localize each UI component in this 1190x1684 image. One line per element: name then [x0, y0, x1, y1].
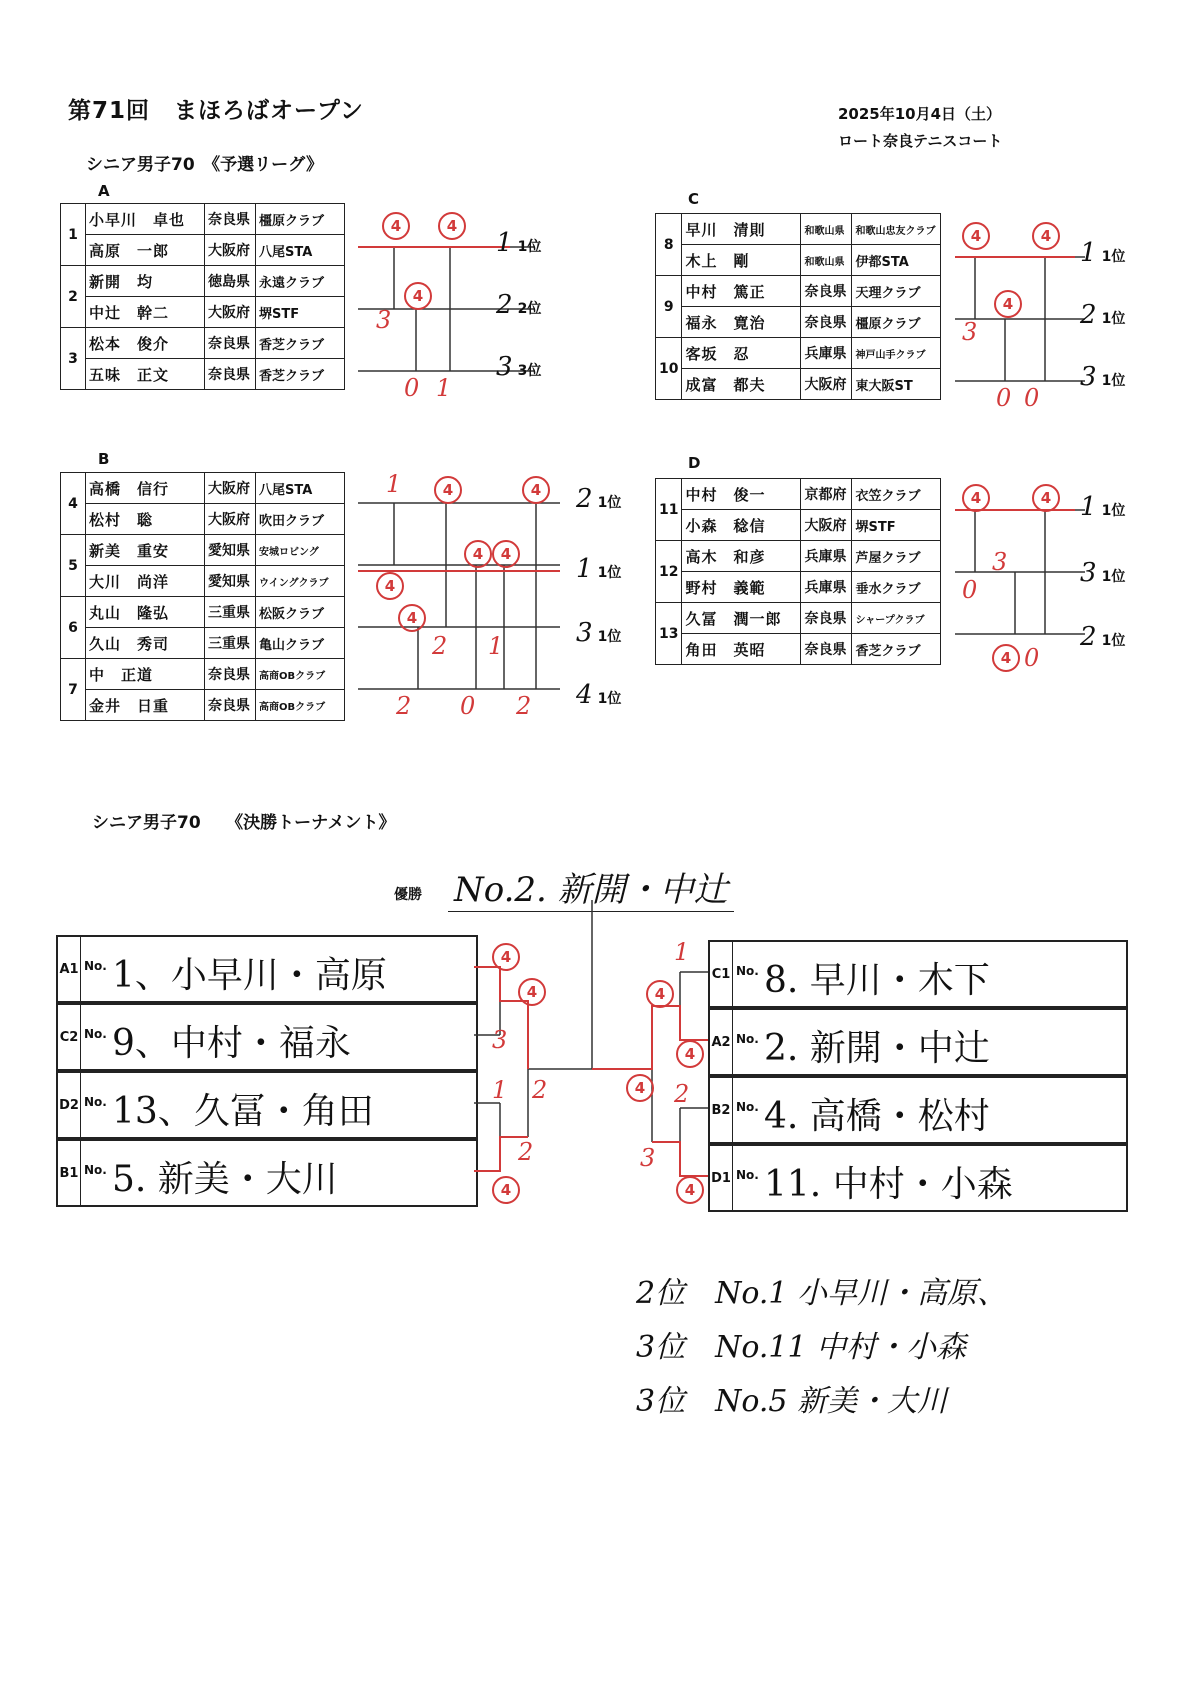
player-name: 松村 聡 [86, 504, 205, 535]
team-no: 7 [61, 659, 86, 721]
player-club: 八尾STA [256, 235, 345, 266]
seed-label: A1 [58, 937, 81, 1001]
player-club: 東大阪ST [852, 369, 941, 400]
player-name: 高木 和彦 [682, 541, 801, 572]
player-pref: 奈良県 [801, 603, 852, 634]
player-club: 橿原クラブ [852, 307, 941, 338]
player-name: 早川 清則 [682, 214, 801, 245]
player-club: 安城ロビング [256, 535, 345, 566]
player-club: 吹田クラブ [256, 504, 345, 535]
team-no: 2 [61, 266, 86, 328]
team-no: 3 [61, 328, 86, 390]
group-label-a: A [98, 182, 110, 200]
entry-name: 13、久冨・角田 [112, 1091, 374, 1132]
player-pref: 愛知県 [205, 535, 256, 566]
player-pref: 大阪府 [205, 297, 256, 328]
player-pref: 奈良県 [205, 359, 256, 390]
player-pref: 和歌山県 [801, 245, 852, 276]
team-no: 13 [656, 603, 682, 665]
player-pref: 兵庫県 [801, 541, 852, 572]
winner-label: 優勝 [394, 887, 422, 903]
player-name: 久山 秀司 [86, 628, 205, 659]
player-name: 野村 義範 [682, 572, 801, 603]
player-club: 亀山クラブ [256, 628, 345, 659]
score-circle: 4 [438, 212, 466, 240]
team-no: 10 [656, 338, 682, 400]
score-circle: 4 [376, 572, 404, 600]
player-pref: 兵庫県 [801, 338, 852, 369]
tournament-lines [0, 880, 1190, 1220]
team-no: 5 [61, 535, 86, 597]
entry-name: 11. 中村・小森 [764, 1164, 1013, 1205]
no-label: No. [84, 1027, 107, 1041]
seed-label: A2 [710, 1010, 733, 1074]
player-club: 和歌山忠友クラブ [852, 214, 941, 245]
rank-c3: 3 1位 [1080, 362, 1126, 392]
seed-label: D1 [710, 1146, 733, 1210]
player-pref: 大阪府 [205, 235, 256, 266]
score-circle: 4 [1032, 222, 1060, 250]
player-pref: 和歌山県 [801, 214, 852, 245]
score-mark: 3 [640, 1144, 656, 1172]
team-no: 12 [656, 541, 682, 603]
score-circle: 4 [962, 484, 990, 512]
score-mark: 3 [492, 1026, 508, 1054]
player-pref: 奈良県 [801, 307, 852, 338]
score-circle: 4 [382, 212, 410, 240]
player-name: 角田 英昭 [682, 634, 801, 665]
player-club: 衣笠クラブ [852, 479, 941, 510]
player-club: 伊都STA [852, 245, 941, 276]
page-title: 第71回 まほろばオープン [68, 98, 364, 124]
no-label: No. [84, 1095, 107, 1109]
score-circle: 4 [522, 476, 550, 504]
player-name: 小森 稔信 [682, 510, 801, 541]
player-pref: 大阪府 [801, 510, 852, 541]
player-name: 小早川 卓也 [86, 204, 205, 235]
tournament-heading: シニア男子70 《決勝トーナメント》 [92, 813, 396, 833]
player-club: 垂水クラブ [852, 572, 941, 603]
score-mark: 0 [404, 374, 420, 402]
no-label: No. [736, 1100, 759, 1114]
player-pref: 京都府 [801, 479, 852, 510]
player-pref: 愛知県 [205, 566, 256, 597]
player-name: 金井 日重 [86, 690, 205, 721]
player-club: 永遠クラブ [256, 266, 345, 297]
score-mark: 0 [962, 576, 978, 604]
player-name: 丸山 隆弘 [86, 597, 205, 628]
seed-label: B1 [58, 1141, 81, 1205]
score-circle: 4 [492, 1176, 520, 1204]
player-pref: 徳島県 [205, 266, 256, 297]
score-mark: 2 [518, 1138, 534, 1166]
rank-b4: 4 1位 [576, 680, 622, 710]
player-club: 神戸山手クラブ [852, 338, 941, 369]
entry-name: 9、中村・福永 [112, 1023, 351, 1064]
score-mark: 1 [436, 374, 452, 402]
entry-name: 2. 新開・中辻 [764, 1028, 990, 1069]
team-no: 8 [656, 214, 682, 276]
player-club: 松阪クラブ [256, 597, 345, 628]
score-mark: 2 [532, 1076, 548, 1104]
result-second: 2位 No.1 小早川・高原、 [636, 1276, 1008, 1311]
score-circle: 4 [404, 282, 432, 310]
entry-name: 8. 早川・木下 [764, 960, 990, 1001]
rank-d3: 2 1位 [1080, 622, 1126, 652]
score-mark: 0 [1024, 384, 1040, 412]
player-pref: 奈良県 [205, 204, 256, 235]
score-mark: 3 [992, 548, 1008, 576]
player-pref: 奈良県 [801, 634, 852, 665]
no-label: No. [84, 959, 107, 973]
player-club: 高商OBクラブ [256, 659, 345, 690]
player-name: 木上 剛 [682, 245, 801, 276]
rank-a3: 3 3位 [496, 352, 542, 382]
score-mark: 1 [492, 1076, 508, 1104]
player-club: シャープクラブ [852, 603, 941, 634]
player-club: 香芝クラブ [256, 328, 345, 359]
rank-b1: 2 1位 [576, 484, 622, 514]
score-circle: 4 [398, 604, 426, 632]
player-club: 八尾STA [256, 473, 345, 504]
player-club: 天理クラブ [852, 276, 941, 307]
seed-label: C2 [58, 1005, 81, 1069]
player-name: 中村 俊一 [682, 479, 801, 510]
player-pref: 奈良県 [801, 276, 852, 307]
score-circle: 4 [646, 980, 674, 1008]
league-heading: シニア男子70 《予選リーグ》 [86, 155, 324, 175]
score-circle: 4 [676, 1176, 704, 1204]
player-club: 橿原クラブ [256, 204, 345, 235]
team-no: 6 [61, 597, 86, 659]
player-name: 中村 篤正 [682, 276, 801, 307]
score-mark: 0 [1024, 644, 1040, 672]
result-third-2: 3位 No.5 新美・大川 [636, 1384, 948, 1419]
player-name: 中辻 幹二 [86, 297, 205, 328]
rank-b2: 1 1位 [576, 554, 622, 584]
score-circle: 4 [492, 540, 520, 568]
rank-a2: 2 2位 [496, 290, 542, 320]
rank-c1: 1 1位 [1080, 238, 1126, 268]
player-club: ウイングクラブ [256, 566, 345, 597]
score-circle: 4 [962, 222, 990, 250]
player-pref: 奈良県 [205, 328, 256, 359]
entry-name: 1、小早川・高原 [112, 955, 387, 996]
player-name: 大川 尚洋 [86, 566, 205, 597]
result-third-1: 3位 No.11 中村・小森 [636, 1330, 967, 1365]
score-circle: 4 [492, 943, 520, 971]
player-pref: 大阪府 [801, 369, 852, 400]
score-mark: 2 [396, 692, 412, 720]
score-mark: 1 [386, 470, 402, 498]
seed-label: B2 [710, 1078, 733, 1142]
score-mark: 2 [674, 1080, 690, 1108]
entry-name: 5. 新美・大川 [112, 1159, 338, 1200]
score-mark: 1 [488, 632, 504, 660]
player-name: 高橋 信行 [86, 473, 205, 504]
score-circle: 4 [676, 1040, 704, 1068]
player-pref: 三重県 [205, 628, 256, 659]
group-label-b: B [98, 450, 110, 468]
score-circle: 4 [434, 476, 462, 504]
score-circle: 4 [464, 540, 492, 568]
score-mark: 0 [460, 692, 476, 720]
player-pref: 奈良県 [205, 690, 256, 721]
winner-value: No.2. 新開・中辻 [448, 862, 734, 912]
player-name: 五味 正文 [86, 359, 205, 390]
score-circle: 4 [518, 978, 546, 1006]
player-name: 成富 都夫 [682, 369, 801, 400]
event-date: 2025年10月4日（土） [838, 105, 1002, 123]
no-label: No. [736, 1168, 759, 1182]
seed-label: D2 [58, 1073, 81, 1137]
player-name: 高原 一郎 [86, 235, 205, 266]
team-no: 4 [61, 473, 86, 535]
player-pref: 大阪府 [205, 504, 256, 535]
score-circle: 4 [992, 644, 1020, 672]
player-name: 新美 重安 [86, 535, 205, 566]
player-pref: 大阪府 [205, 473, 256, 504]
player-name: 新開 均 [86, 266, 205, 297]
no-label: No. [84, 1163, 107, 1177]
score-mark: 2 [432, 632, 448, 660]
no-label: No. [736, 964, 759, 978]
event-venue: ロート奈良テニスコート [838, 132, 1003, 150]
score-mark: 2 [516, 692, 532, 720]
score-circle: 4 [1032, 484, 1060, 512]
no-label: No. [736, 1032, 759, 1046]
rank-d1: 1 1位 [1080, 492, 1126, 522]
player-name: 中 正道 [86, 659, 205, 690]
seed-label: C1 [710, 942, 733, 1006]
team-no: 1 [61, 204, 86, 266]
player-club: 高商OBクラブ [256, 690, 345, 721]
player-name: 久冨 潤一郎 [682, 603, 801, 634]
group-label-c: C [688, 190, 700, 208]
entry-name: 4. 高橋・松村 [764, 1096, 990, 1137]
score-circle: 4 [626, 1074, 654, 1102]
player-pref: 三重県 [205, 597, 256, 628]
player-pref: 兵庫県 [801, 572, 852, 603]
player-club: 堺STF [852, 510, 941, 541]
score-mark: 3 [962, 318, 978, 346]
player-club: 香芝クラブ [256, 359, 345, 390]
rank-a1: 1 1位 [496, 228, 542, 258]
team-no: 9 [656, 276, 682, 338]
player-pref: 奈良県 [205, 659, 256, 690]
rank-d2: 3 1位 [1080, 558, 1126, 588]
player-name: 福永 寛治 [682, 307, 801, 338]
score-mark: 1 [674, 938, 690, 966]
group-label-d: D [688, 454, 701, 472]
team-no: 11 [656, 479, 682, 541]
player-name: 客坂 忍 [682, 338, 801, 369]
player-club: 香芝クラブ [852, 634, 941, 665]
player-club: 堺STF [256, 297, 345, 328]
score-mark: 0 [996, 384, 1012, 412]
player-club: 芦屋クラブ [852, 541, 941, 572]
rank-b3: 3 1位 [576, 618, 622, 648]
rank-c2: 2 1位 [1080, 300, 1126, 330]
score-mark: 3 [376, 306, 392, 334]
player-name: 松本 俊介 [86, 328, 205, 359]
score-circle: 4 [994, 290, 1022, 318]
